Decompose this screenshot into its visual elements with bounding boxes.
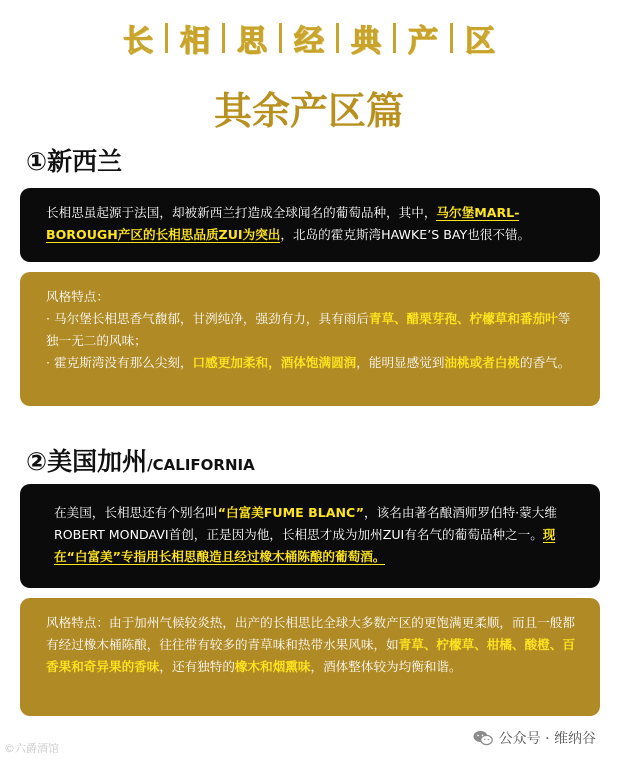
us-style-text-2: ，还有独特的: [159, 659, 235, 674]
header-char: 典: [351, 24, 381, 59]
section-title-us-en: /CALIFORNIA: [147, 456, 255, 474]
header-divider: [222, 23, 225, 53]
header-char: 长: [123, 24, 153, 59]
nz-intro-highlight: 马尔堡MARL-BOROUGH产区的长相思品质ZUI为突出: [46, 205, 520, 242]
us-style-text: 风格特点：由于加州气候较炎热，出产的长相思比全球大多数产区的更饱满更柔顺，而且一般都有经过橡木桶陈酿，往往带有较多的青草味和热带水果风味，如: [46, 615, 575, 652]
header-divider: [450, 23, 453, 53]
nz-style-highlight: 口感更加柔和，酒体饱满圆润: [192, 355, 357, 370]
nz-style-highlight: 青草、醋栗芽孢、柠檬草和番茄叶: [368, 311, 558, 326]
nz-style-text: 的香气。: [519, 355, 571, 370]
nz-style-text: · 马尔堡长相思香气馥郁，甘洌纯净，强劲有力，具有雨后: [46, 311, 369, 326]
footer-account: [473, 728, 596, 748]
nz-style-highlight: 油桃或者白桃: [444, 355, 520, 370]
us-style-text-3: ，酒体整体较为均衡和谐。: [310, 659, 462, 674]
us-style-highlight-2: 橡木和烟熏味: [234, 659, 311, 674]
section-title-nz: ①新西兰: [26, 147, 123, 176]
section-title-us-cn: ②美国加州: [26, 447, 148, 476]
wechat-icon: [473, 730, 493, 746]
nz-intro-text-2: ，北岛的霍克斯湾HAWKE’S BAY也很不错。: [280, 227, 531, 242]
header-char: 思: [237, 24, 267, 59]
header-divider: [336, 23, 339, 53]
nz-intro-box: [20, 188, 600, 262]
us-intro-highlight-2: 现在“白富美”专指用长相思酿造且经过橡木桶陈酿的葡萄酒。: [54, 527, 556, 564]
nz-style-text: · 霍克斯湾没有那么尖刻，: [46, 355, 193, 370]
footer-account-text: 公众号 · 维纳谷: [498, 731, 596, 747]
us-intro-text-2: ，该名由著名酿酒师罗伯特·蒙大维ROBERT MONDAVI首创，正是因为他，长相思才成为加州ZUI有名气的葡萄品种之一。: [54, 505, 557, 542]
section-title-us: [26, 442, 255, 478]
nz-style-box: [20, 272, 600, 406]
nz-style-text: ，能明显感觉到: [356, 355, 445, 370]
header-divider: [165, 23, 168, 53]
header-char: 区: [465, 24, 495, 59]
header-char: 经: [294, 24, 324, 59]
us-intro-text: 在美国，长相思还有个别名叫: [54, 505, 218, 520]
header-char: 相: [180, 24, 210, 59]
us-style-highlight: 青草、柠檬草、柑橘、酸橙、百香果和奇异果的香味: [46, 637, 575, 674]
us-intro-highlight: “白富美FUME BLANC”: [217, 505, 365, 520]
page-subtitle: 其余产区篇: [213, 89, 404, 133]
header-divider: [393, 23, 396, 53]
nz-style-text: 等独一无二的风味；: [46, 311, 571, 348]
us-style-box: [20, 598, 600, 716]
us-intro-box: [20, 484, 600, 588]
header-title: [0, 16, 618, 60]
header-divider: [279, 23, 282, 53]
watermark: ©六爵酒馆: [4, 742, 59, 755]
header-char: 产: [408, 24, 438, 59]
nz-style-label: 风格特点：: [46, 289, 109, 304]
nz-intro-text: 长相思虽起源于法国，却被新西兰打造成全球闻名的葡萄品种，其中，: [46, 205, 437, 220]
